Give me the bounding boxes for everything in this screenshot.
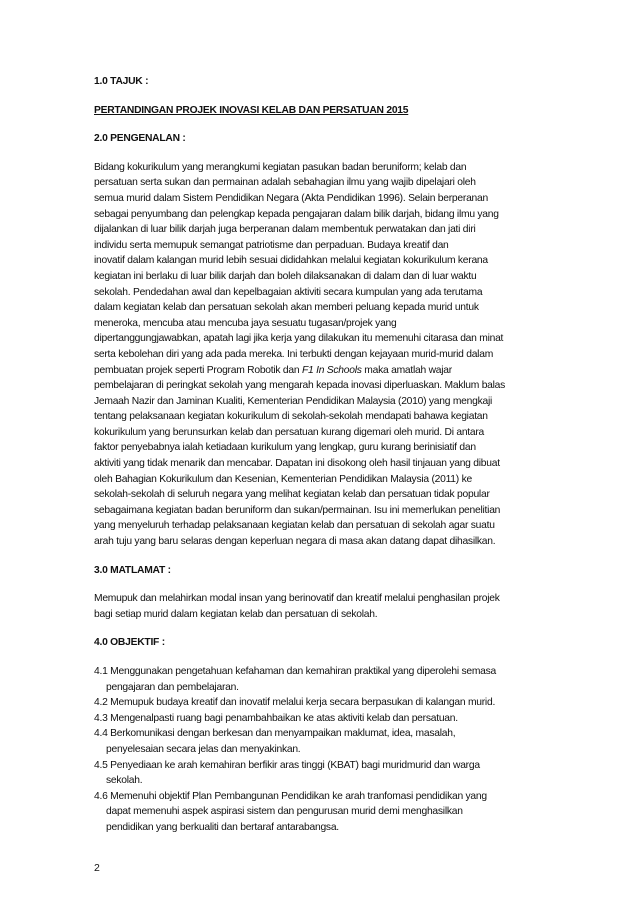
paragraph-line: dalam kegiatan kelab dan persatuan sekolah akan memberi peluang kepada murid untuk [94, 302, 479, 314]
list-item-line: pengajaran dan pembelajaran. [106, 681, 239, 693]
paragraph-line: Bidang kokurikulum yang merangkumi kegiatan pasukan badan beruniform; kelab dan [94, 161, 467, 173]
paragraph-line: individu serta memupuk semangat patriotisme dan perpaduan. Budaya kreatif dan [94, 239, 449, 251]
pengenalan-paragraph [94, 160, 554, 550]
list-item-line: penyelesaian secara jelas dan menyakinkan. [106, 743, 301, 755]
list-item-line: pendidikan yang berkualiti dan bertaraf antarabangsa. [106, 821, 339, 833]
paragraph-line: sebagai penyumbang dan pelengkap kepada pengajaran dalam bilik darjah, bidang ilmu yang [94, 208, 499, 220]
paragraph-line: sekolah. Pendedahan awal dan kepelbagaian aktiviti secara kumpulan yang ada terutama [94, 286, 483, 298]
list-item-line: 4.4 Berkomunikasi dengan berkesan dan menyampaikan maklumat, idea, masalah, [94, 728, 456, 740]
paragraph-line: arah tuju yang baru selaras dengan keperluan negara di masa akan datang dapat dihasilkan. [94, 536, 496, 548]
paragraph-line-f1 [94, 363, 554, 379]
paragraph-line: dijalankan di luar bilik darjah juga berperanan dalam membentuk perwatakan dan jati diri [94, 224, 476, 236]
paragraph-line: aktiviti yang tidak menarik dan mencabar. Dapatan ini disokong oleh hasil tinjauan yang dibuat [94, 458, 500, 470]
list-item-line: 4.2 Memupuk budaya kreatif dan inovatif melalui kerja secara berpasukan di kalangan murid. [94, 697, 496, 709]
paragraph-line: sekolah-sekolah di seluruh negara yang melihat kegiatan kelab dan persatuan tidak popular [94, 489, 490, 501]
list-item-4-2 [94, 695, 554, 711]
list-item-line: dapat memenuhi aspek aspirasi sistem dan pengurusan murid demi menghasilkan [106, 806, 463, 818]
paragraph-line: kokurikulum yang berunsurkan kelab dan persatuan kurang digemari oleh murid. Di antara [94, 426, 485, 438]
list-item-4-1 [94, 664, 554, 695]
paragraph-line: kegiatan ini berlaku di luar bilik darjah dan boleh dilaksanakan di dalam dan di luar waktu [94, 270, 477, 282]
paragraph-line: meneroka, mencuba atau mencuba jaya sesuatu tugasan/projek yang [94, 317, 397, 329]
list-item-line: sekolah. [106, 775, 143, 787]
paragraph-line: oleh Bahagian Kokurikulum dan Kesenian, Kementerian Pendidikan Malaysia (2011) ke [94, 473, 472, 485]
paragraph-line: Memupuk dan melahirkan modal insan yang berinovatif dan kreatif melalui penghasilan projek [94, 593, 500, 605]
list-item-4-4 [94, 726, 554, 757]
list-item-4-3 [94, 711, 554, 727]
paragraph-line: persatuan serta sukan dan permainan adalah sebahagian ilmu yang wajib dipelajari oleh [94, 177, 476, 189]
paragraph-line: faktor penyebabnya ialah ketiadaan kurikulum yang lengkap, guru kurang berinisiatif dan [94, 442, 476, 454]
list-item-line: 4.1 Menggunakan pengetahuan kefahaman dan kemahiran praktikal yang diperolehi semasa [94, 666, 497, 677]
objektif-list [94, 664, 554, 836]
list-item-4-6 [94, 789, 554, 836]
objektif-heading: 4.0 OBJEKTIF : [94, 637, 165, 649]
page-number: 2 [94, 862, 100, 874]
document-title: PERTANDINGAN PROJEK INOVASI KELAB DAN PERSATUAN 2015 [94, 104, 409, 116]
list-item-line: 4.3 Mengenalpasti ruang bagi penambahbaikan ke atas aktiviti kelab dan persatuan. [94, 712, 458, 724]
paragraph-line: semua murid dalam Sistem Pendidikan Negara (Akta Pendidikan 1996). Selain berperanan [94, 192, 488, 204]
paragraph-line: bagi setiap murid dalam kegiatan kelab dan persatuan di sekolah. [94, 608, 378, 620]
pengenalan-heading: 2.0 PENGENALAN : [94, 133, 186, 145]
paragraph-line-end: maka amatlah wajar [361, 364, 452, 376]
list-item-line: 4.6 Memenuhi objektif Plan Pembangunan Pendidikan ke arah tranfomasi pendidikan yang [94, 790, 487, 802]
paragraph-line: serta kebolehan diri yang ada pada mereka. Ini terbukti dengan kejayaan murid-murid dalam [94, 348, 494, 360]
paragraph-line: yang menyeluruh terhadap pelaksanaan kegiatan kelab dan persatuan di sekolah agar suatu [94, 520, 495, 532]
document-content [94, 74, 554, 849]
list-item-line: 4.5 Penyediaan ke arah kemahiran berfikir aras tinggi (KBAT) bagi muridmurid dan warga [94, 759, 480, 771]
paragraph-line: tentang pelaksanaan kegiatan kokurikulum di sekolah-sekolah mendapati bahawa kegiatan [94, 411, 488, 423]
tajuk-heading: 1.0 TAJUK : [94, 76, 149, 87]
list-item-4-5 [94, 758, 554, 789]
paragraph-line: dipertanggungjawabkan, apatah lagi jika kerja yang dilakukan itu memenuhi citarasa dan minat [94, 333, 504, 345]
paragraph-line: pembelajaran di peringkat sekolah yang mengarah kepada inovasi diperluaskan. Maklum balas [94, 380, 506, 392]
f1-in-schools-text: F1 In Schools [301, 364, 362, 376]
matlamat-heading: 3.0 MATLAMAT : [94, 564, 171, 576]
paragraph-line: Jemaah Nazir dan Jaminan Kualiti, Kementerian Pendidikan Malaysia (2010) yang mengkaji [94, 395, 493, 407]
paragraph-line-start: pembuatan projek seperti Program Robotik dan [94, 364, 302, 376]
paragraph-line: inovatif dalam kalangan murid lebih sesuai dididahkan melalui kegiatan kokurikulum kerana [94, 255, 488, 267]
matlamat-paragraph [94, 591, 554, 622]
paragraph-line: sebagaimana kegiatan badan beruniform dan sukan/permainan. Isu ini memerlukan penelitian [94, 504, 501, 516]
